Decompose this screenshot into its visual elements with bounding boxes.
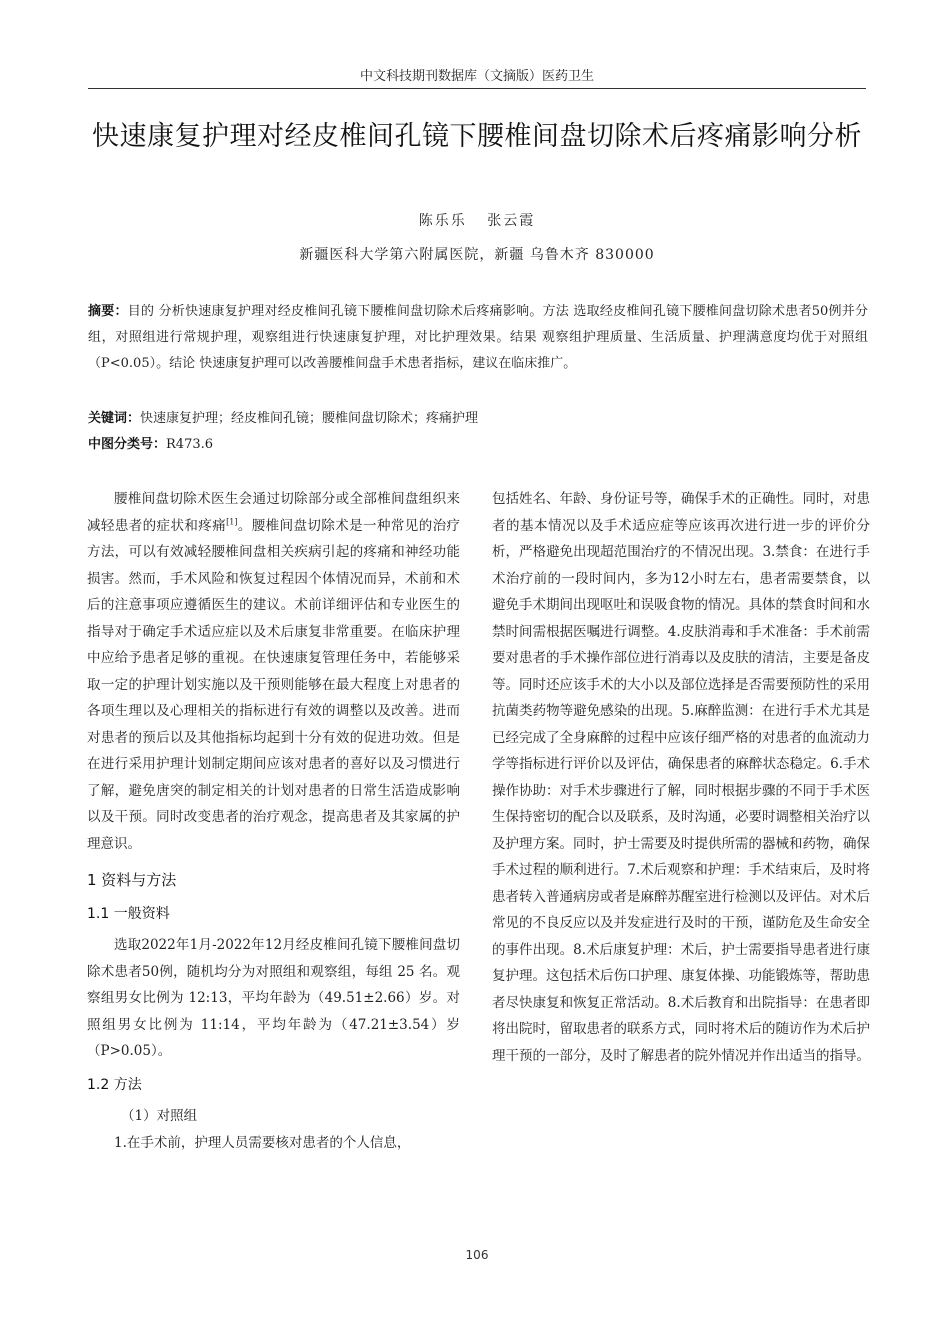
header-rule <box>88 88 866 89</box>
clc-text: R473.6 <box>166 437 214 452</box>
section-heading-1-2: 1.2 方法 <box>87 1076 142 1093</box>
clc-label: 中图分类号： <box>88 437 167 452</box>
clc-number <box>88 434 868 456</box>
affiliation: 新疆医科大学第六附属医院，新疆 乌鲁木齐 830000 <box>299 247 655 263</box>
keywords <box>88 408 868 430</box>
left-column <box>87 486 460 1156</box>
abstract <box>88 299 868 377</box>
section-heading-1: 1 资料与方法 <box>87 871 177 889</box>
control-group-heading: （1）对照组 <box>121 1108 198 1124</box>
article-title: 快速康复护理对经皮椎间孔镜下腰椎间盘切除术后疼痛影响分析 <box>92 121 862 152</box>
intro-paragraph <box>87 486 460 857</box>
intro-text-a: 腰椎间盘切除术医生会通过切除部分或全部椎间盘组织来减轻患者的症状和疼痛 <box>87 491 460 534</box>
keywords-label: 关键词： <box>88 411 141 426</box>
citation-ref: [1] <box>226 517 238 526</box>
keywords-text: 快速康复护理；经皮椎间孔镜；腰椎间盘切除术；疼痛护理 <box>140 411 479 426</box>
general-info-paragraph: 选取2022年1月-2022年12月经皮椎间孔镜下腰椎间盘切除术患者50例，随机均分为对照组和观察组，每组 25 名。观察组男女比例为 12:13，平均年龄为（49.51±2.66）岁。对照组男女比例为 11:14，平均年龄为（47.21±3.54）岁（P>0.05）。 <box>87 937 460 1059</box>
right-column <box>492 486 870 1069</box>
procedure-paragraph: 包括姓名、年龄、身份证号等，确保手术的正确性。同时，对患者的基本情况以及手术适应症等应该再次进行进一步的评价分析，严格避免出现超范围治疗的不情况出现。3.禁食：在进行手术治疗前的一段时间内，多为12小时左右，患者需要禁食，以避免手术期间出现呕吐和误吸食物的情况。具体的禁食时间和水禁时间需根据医嘱进行调整。4.皮肤消毒和手术准备：手术前需要对患者的手术操作部位进行消毒以及皮肤的清洁，主要是备皮等。同时还应该手术的大小以及部位选择是否需要预防性的采用抗菌类药物等避免感染的出现。5.麻醉监测：在进行手术尤其是已经完成了全身麻醉的过程中应该仔细严格的对患者的血流动力学等指标进行评价以及评估，确保患者的麻醉状态稳定。6.手术操作协助：对手术步骤进行了解，同时根据步骤的不同于手术医生保持密切的配合以及联系，及时沟通，必要时调整相关治疗以及护理方案。同时，护士需要及时提供所需的器械和药物，确保手术过程的顺利进行。7.术后观察和护理：手术结束后，及时将患者转入普通病房或者是麻醉苏醒室进行检测以及评估。对术后常见的不良反应以及并发症进行及时的干预，谨防危及生命安全的事件出现。8.术后康复护理：术后，护士需要指导患者进行康复护理。这包括术后伤口护理、康复体操、功能锻炼等，帮助患者尽快康复和恢复正常活动。8.术后教育和出院指导：在患者即将出院时，留取患者的联系方式，同时将术后的随访作为术后护理干预的一部分，及时了解患者的院外情况并作出适当的指导。 <box>492 491 870 1064</box>
page-number: 106 <box>465 1248 489 1262</box>
authors: 陈乐乐 张云霞 <box>418 213 536 229</box>
abstract-text: 目的 分析快速康复护理对经皮椎间孔镜下腰椎间盘切除术后疼痛影响。方法 选取经皮椎间孔镜下腰椎间盘切除术患者50例并分组，对照组进行常规护理，观察组进行快速康复护理，对比护理效果。结果 观察组护理质量、生活质量、护理满意度均优于对照组（P<0.05）。结论 快速康复护理可以改善腰椎间盘手术患者指标，建议在临床推广。 <box>88 304 868 371</box>
section-heading-1-1: 1.1 一般资料 <box>87 905 170 922</box>
abstract-label: 摘要： <box>88 304 128 319</box>
running-header: 中文科技期刊数据库（文摘版）医药卫生 <box>359 69 594 84</box>
step-1-paragraph: 1.在手术前，护理人员需要核对患者的个人信息， <box>114 1134 411 1151</box>
intro-text-b: 。腰椎间盘切除术是一种常见的治疗方法，可以有效减轻腰椎间盘相关疾病引起的疼痛和神经功能损害。然而，手术风险和恢复过程因个体情况而异，术前和术后的注意事项应遵循医生的建议。术前详细评估和专业医生的指导对于确定手术适应症以及术后康复非常重要。在临床护理中应给予患者足够的重视。在快速康复管理任务中，若能够采取一定的护理计划实施以及干预则能够在最大程度上对患者的各项生理以及心理相关的指标进行有效的调整以及改善。进而对患者的预后以及其他指标均起到十分有效的促进功效。但是在进行采用护理计划制定期间应该对患者的喜好以及习惯进行了解，避免唐突的制定相关的计划对患者的日常生活造成影响以及干预。同时改变患者的治疗观念，提高患者及其家属的护理意识。 <box>87 517 461 852</box>
